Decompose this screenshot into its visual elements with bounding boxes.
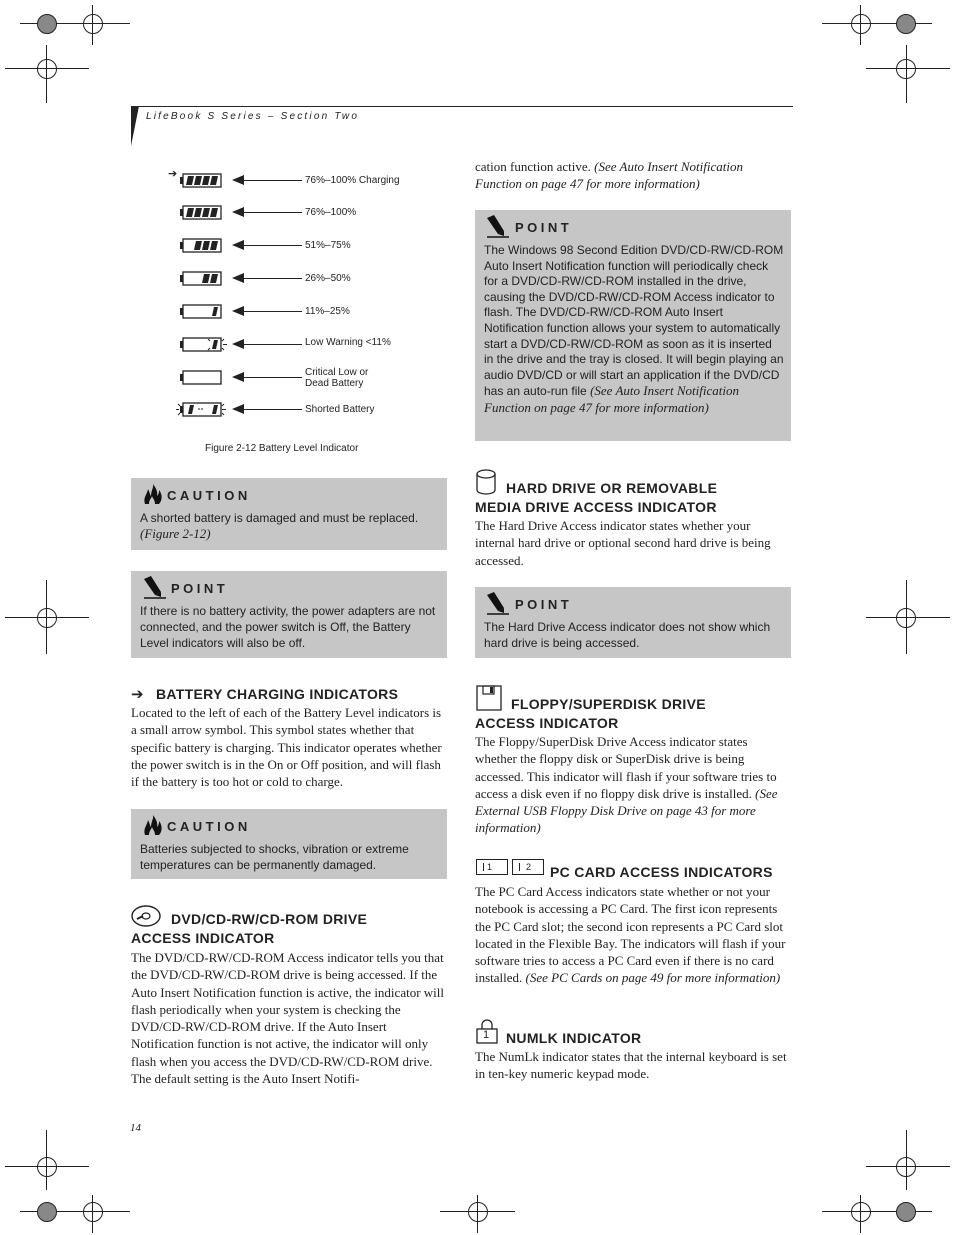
point-text: The Windows 98 Second Edition DVD/CD-RW/CD-ROM Auto Insert Notification function will periodically check for a DVD/CD-RW/CD-ROM installed in the drive, causing the DVD/CD-RW/CD-ROM Access indicator to flash. The DVD/CD-RW/CD-ROM Auto Insert Notification function allows your system to automatically start a DVD/CD-RW/CD-ROM as soon as it is inserted in the drive and the tray is closed. It will begin playing an audio DVD/CD or will start an application if the DVD/CD has an auto-run file (See Auto Insert Notification Function on page 47 for more information) — [484, 243, 784, 415]
header-tab — [131, 106, 139, 146]
battery-quarter-icon — [180, 304, 222, 319]
battery-level-label: 76%–100% — [305, 207, 357, 218]
battery-full-icon — [180, 205, 222, 220]
figure-caption: Figure 2-12 Battery Level Indicator — [205, 443, 359, 454]
section-heading: NUMLK INDICATOR — [506, 1030, 642, 1046]
caution-box — [131, 478, 447, 550]
pc-card-slot-2-icon: 2 — [512, 859, 544, 875]
section-body: The DVD/CD-RW/CD-ROM Access indicator tells you that the DVD/CD-RW/CD-ROM drive is being accessed. If the Auto Insert Notification function is active, the indicator will flash periodically when your system is checking the DVD/CD-RW/CD-ROM drive. If the Auto Insert Notification function is not active, the indicator will only flash when you access the DVD/CD-RW/CD-ROM drive. The default setting is the Auto Insert Notifi- — [131, 950, 445, 1087]
point-box — [131, 571, 447, 658]
section-body: The NumLk indicator states that the internal keyboard is set in ten-key numeric keypad mode. — [475, 1049, 787, 1082]
section-body: The Floppy/SuperDisk Drive Access indicator states whether the floppy disk or SuperDisk drive is being accessed. This indicator will flash if your software tries to access a disk even if no floppy disk drive is installed. (See External USB Floppy Disk Drive on page 43 for more information) — [475, 734, 778, 836]
caution-title: CAUTION — [167, 819, 251, 834]
charging-arrow-icon: ➔ — [131, 685, 144, 703]
caution-text: A shorted battery is damaged and must be replaced. (Figure 2-12) — [140, 511, 419, 541]
section-body: The PC Card Access indicators state whether or not your notebook is accessing a PC Card. The first icon represents the PC Card slot; the second icon represents a PC Card slot located in the Flexible Bay. The indicators will flash if your software tries to access a PC Card even if there is no card installed. (See PC Cards on page 49 for more information) — [475, 884, 786, 986]
section-heading: PC CARD ACCESS INDICATORS — [550, 864, 773, 880]
caution-flame-icon — [142, 814, 164, 836]
continued-text: cation function active. (See Auto Insert Notification Function on page 47 for more information) — [475, 159, 744, 192]
pencil-icon — [485, 214, 509, 238]
section-heading: FLOPPY/SUPERDISK DRIVE ACCESS INDICATOR — [475, 696, 706, 731]
point-title: POINT — [515, 597, 573, 612]
caution-box — [131, 809, 447, 879]
battery-level-label: 76%–100% Charging — [305, 175, 400, 186]
battery-half-icon — [180, 271, 222, 286]
battery-level-label: 11%–25% — [305, 306, 350, 317]
point-title: POINT — [515, 220, 573, 235]
battery-level-label: Low Warning <11% — [305, 337, 391, 348]
battery-level-label: Critical Low or Dead Battery — [305, 367, 369, 389]
pencil-icon — [142, 575, 166, 599]
caution-title: CAUTION — [167, 488, 251, 503]
battery-empty-icon — [180, 370, 222, 385]
battery-low-warning-icon — [180, 337, 228, 352]
battery-full-charging-icon — [180, 173, 222, 188]
battery-level-label: Shorted Battery — [305, 404, 375, 415]
page-number: 14 — [130, 1122, 141, 1134]
battery-level-label: 26%–50% — [305, 273, 351, 284]
section-heading: BATTERY CHARGING INDICATORS — [156, 686, 399, 702]
section-heading: DVD/CD-RW/CD-ROM DRIVE ACCESS INDICATOR — [131, 911, 368, 946]
charging-arrow-icon: ➔ — [168, 167, 178, 180]
point-title: POINT — [171, 581, 229, 596]
point-box — [475, 210, 791, 441]
point-text: If there is no battery activity, the power adapters are not connected, and the power switch is Off, the Battery Level indicators will also be off. — [140, 604, 436, 650]
point-box — [475, 587, 791, 658]
pc-card-slot-1-icon: 1 — [476, 859, 508, 875]
section-body: The Hard Drive Access indicator states whether your internal hard drive or optional second hard drive is being accessed. — [475, 518, 771, 568]
section-heading: HARD DRIVE OR REMOVABLE MEDIA DRIVE ACCESS INDICATOR — [475, 480, 718, 515]
pencil-icon — [485, 591, 509, 615]
caution-text: Batteries subjected to shocks, vibration or extreme temperatures can be permanently damaged. — [140, 842, 409, 872]
battery-level-label: 51%–75% — [305, 240, 351, 251]
numlock-icon-label: 1 — [483, 1029, 490, 1041]
battery-three-quarter-icon — [180, 238, 222, 253]
header-rule — [131, 106, 793, 107]
running-head: LifeBook S Series – Section Two — [146, 111, 360, 122]
battery-shorted-icon — [176, 402, 226, 417]
section-body: Located to the left of each of the Battery Level indicators is a small arrow symbol. This symbol states whether that specific battery is charging. This indicator operates whether the power switch is in the On or Off position, and will flash if the battery is too hot or cold to charge. — [131, 705, 442, 790]
point-text: The Hard Drive Access indicator does not show which hard drive is being accessed. — [484, 620, 771, 650]
caution-flame-icon — [142, 483, 164, 505]
